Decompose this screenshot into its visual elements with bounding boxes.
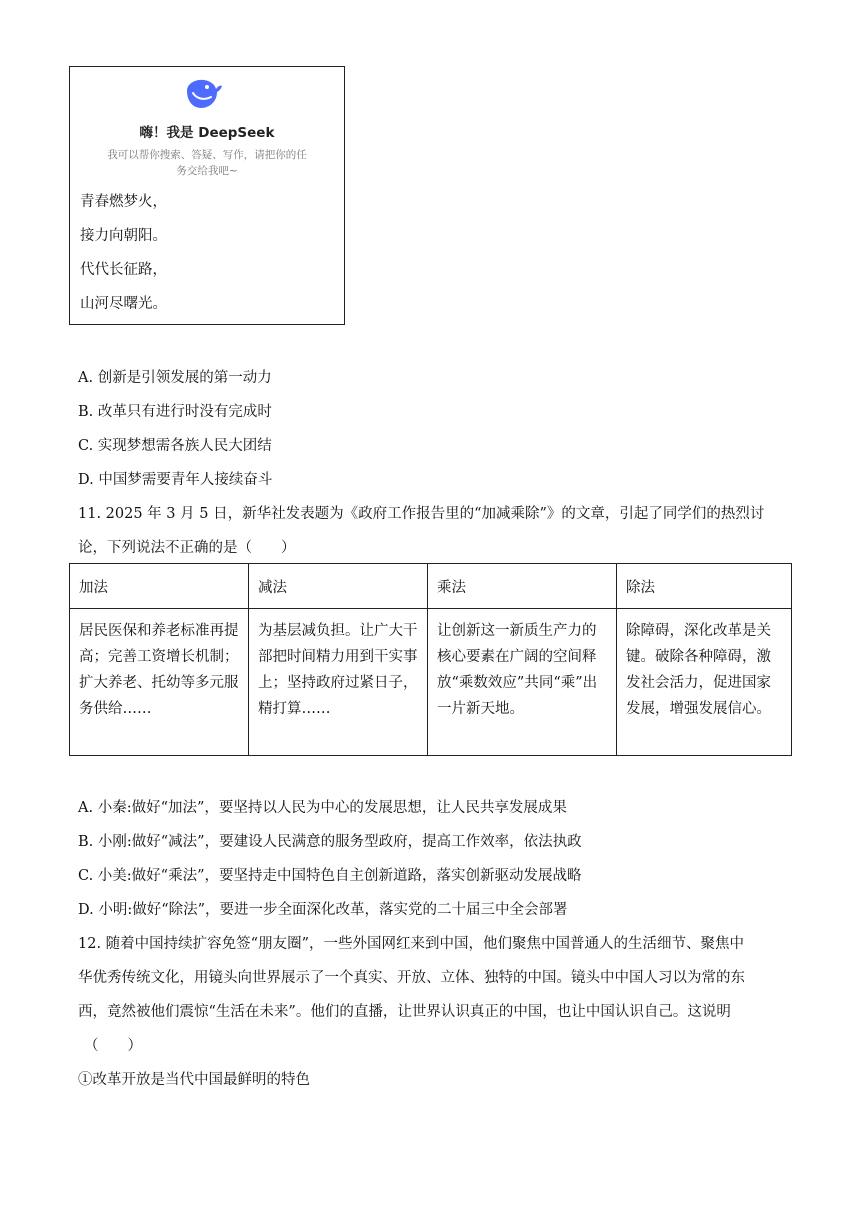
q11-stem-line-1: 11. 2025 年 3 月 5 日，新华社发表题为《政府工作报告里的“加减乘除”》的文章，引起了同学们的热烈讨 [78,506,765,522]
q12-stem-line-4: （ ） [84,1038,142,1054]
subtitle-line-2: 务交给我吧~ [176,165,238,177]
deepseek-whale-icon [184,77,224,111]
q12-item-1: ①改革开放是当代中国最鲜明的特色 [78,1072,310,1088]
q11-table [69,563,792,756]
cell-division: 除障碍，深化改革是关键。破除各种障碍，激发社会活力，促进国家发展，增强发展信心。 [617,609,792,756]
deepseek-screenshot-card [69,66,345,325]
subtitle-line-1: 我可以帮你搜索、答疑、写作，请把你的任 [107,149,307,161]
header-subtraction: 减法 [249,564,428,609]
greeting-text: 嗨！我是 DeepSeek [139,125,275,141]
cell-addition: 居民医保和养老标准再提高；完善工资增长机制；扩大养老、托幼等多元服务供给…… [70,609,249,756]
poem-line-2: 接力向朝阳。 [80,228,167,244]
q10-option-c: C. 实现梦想需各族人民大团结 [78,438,272,454]
header-division: 除法 [617,564,792,609]
table-header-row [70,564,792,609]
cell-multiplication: 让创新这一新质生产力的核心要素在广阔的空间释放“乘数效应”共同“乘”出一片新天地。 [428,609,617,756]
q10-option-a: A. 创新是引领发展的第一动力 [78,370,272,386]
q11-stem-line-2: 论，下列说法不正确的是（ ） [78,540,296,556]
poem-line-3: 代代长征路， [80,262,167,278]
q11-option-d: D. 小明:做好“除法”，要进一步全面深化改革，落实党的二十届三中全会部署 [78,902,568,918]
q12-stem-line-1: 12. 随着中国持续扩容免签“朋友圈”，一些外国网红来到中国，他们聚焦中国普通人的生活细节、聚焦中 [78,936,744,952]
header-addition: 加法 [70,564,249,609]
q10-option-d: D. 中国梦需要青年人接续奋斗 [78,472,273,488]
q10-option-b: B. 改革只有进行时没有完成时 [78,404,272,420]
header-multiplication: 乘法 [428,564,617,609]
q12-stem-line-3: 西，竟然被他们震惊“生活在未来”。他们的直播，让世界认识真正的中国，也让中国认识自己。这说明 [78,1004,731,1020]
q11-option-b: B. 小刚:做好“减法”，要建设人民满意的服务型政府，提高工作效率，依法执政 [78,834,582,850]
q11-option-c: C. 小美:做好“乘法”，要坚持走中国特色自主创新道路，落实创新驱动发展战略 [78,868,582,884]
poem-line-1: 青春燃梦火， [80,194,167,210]
q11-option-a: A. 小秦:做好“加法”，要坚持以人民为中心的发展思想，让人民共享发展成果 [78,800,567,816]
table-row [70,609,792,756]
cell-subtraction: 为基层减负担。让广大干部把时间精力用到干实事上；坚持政府过紧日子，精打算…… [249,609,428,756]
q12-stem-line-2: 华优秀传统文化，用镜头向世界展示了一个真实、开放、立体、独特的中国。镜头中中国人习以为常的东 [78,970,745,986]
poem-line-4: 山河尽曙光。 [80,296,167,312]
